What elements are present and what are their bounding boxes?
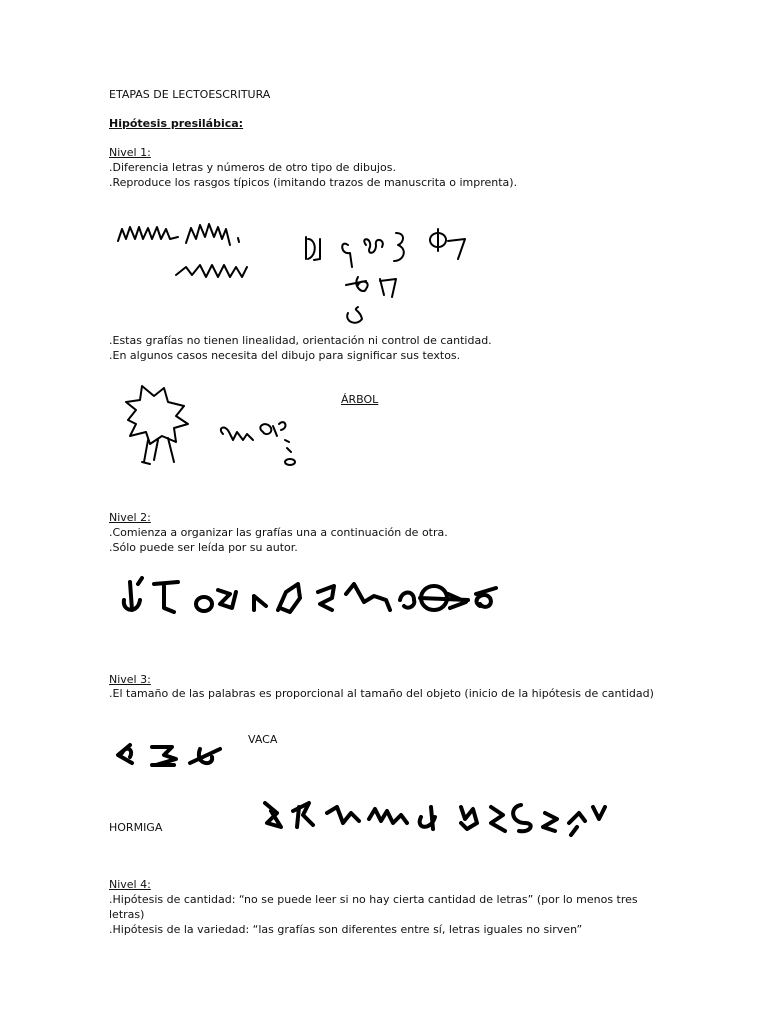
- nivel1-heading: Nivel 1:: [109, 146, 151, 159]
- scribble-word-drawing: [215, 412, 315, 472]
- vaca-word-drawing: [110, 735, 240, 775]
- nivel4-line-1: .Hipótesis de cantidad: “no se puede leer si no hay cierta cantidad de letras” (por lo menos tres letras): [109, 893, 638, 921]
- nivel2-line-2: .Sólo puede ser leída por su autor.: [109, 541, 298, 554]
- scribble-zigzag-drawing: [108, 215, 488, 335]
- continuous-graphs-drawing: [118, 570, 508, 630]
- document-title: ETAPAS DE LECTOESCRITURA: [109, 88, 271, 101]
- nivel4-line-2: .Hipótesis de la variedad: “las grafías son diferentes entre sí, letras iguales no sirven”: [109, 923, 583, 936]
- label-vaca: VACA: [248, 733, 278, 746]
- label-arbol: ÁRBOL: [341, 393, 379, 406]
- nivel4-heading: Nivel 4:: [109, 878, 151, 891]
- nivel1-line-1: .Diferencia letras y números de otro tipo de dibujos.: [109, 161, 396, 174]
- nivel1-line-2: .Reproduce los rasgos típicos (imitando trazos de manuscrita o imprenta).: [109, 176, 518, 189]
- nivel2-heading: Nivel 2:: [109, 511, 151, 524]
- nivel1-line-3: .Estas grafías no tienen linealidad, orientación ni control de cantidad.: [109, 334, 492, 347]
- nivel3-heading: Nivel 3:: [109, 673, 151, 686]
- nivel2-line-1: .Comienza a organizar las grafías una a continuación de otra.: [109, 526, 448, 539]
- nivel3-line-1: .El tamaño de las palabras es proporcional al tamaño del objeto (inicio de la hipótesis de cantidad): [109, 687, 654, 700]
- label-hormiga: HORMIGA: [109, 821, 163, 834]
- hormiga-word-drawing: [255, 793, 615, 843]
- section-heading: Hipótesis presilábica:: [109, 117, 244, 130]
- nivel1-line-4: .En algunos casos necesita del dibujo para significar sus textos.: [109, 349, 461, 362]
